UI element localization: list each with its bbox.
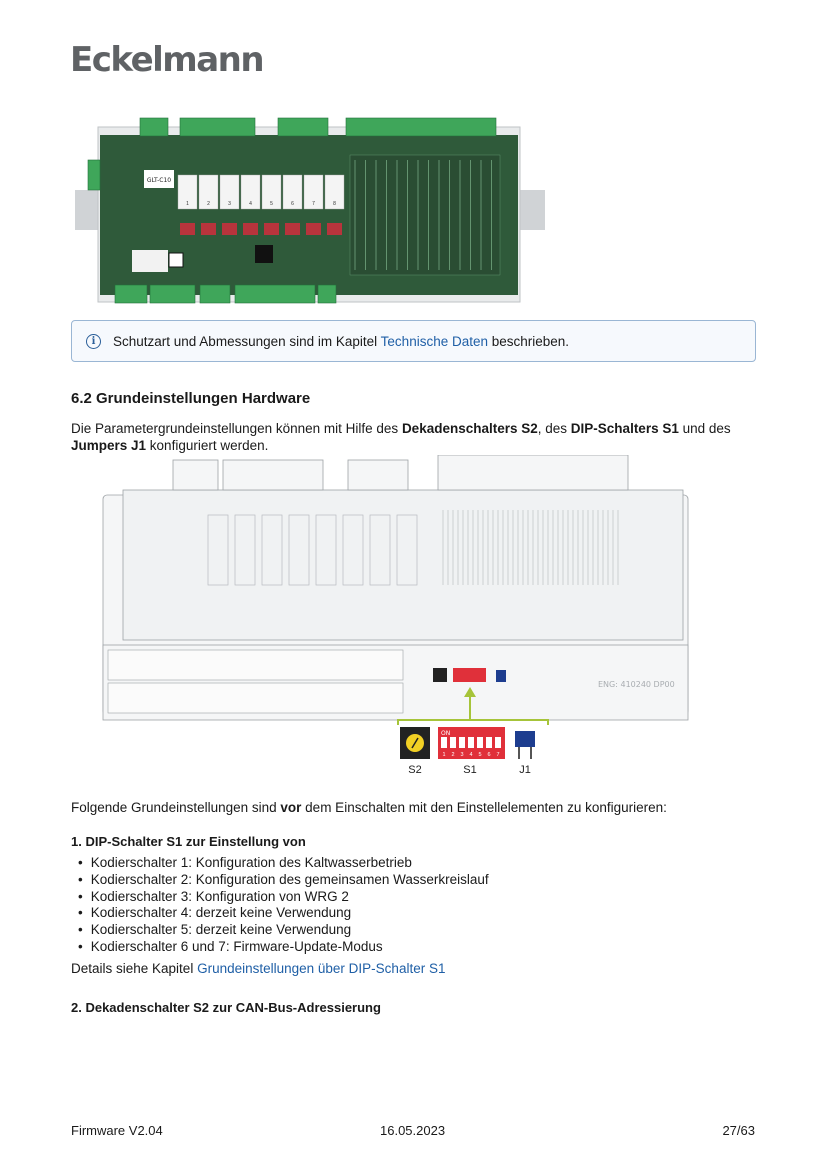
footer-firmware: Firmware V2.04 (71, 1123, 163, 1138)
label-s1: S1 (463, 764, 477, 776)
part-number: ENG: 410240 DP00 (598, 680, 675, 689)
intro-paragraph: Die Parametergrundeinstellungen können mit Hilfe des Dekadenschalters S2, des DIP-Schalters S1 und des Jumpers J1 konfiguriert werden. (71, 421, 731, 453)
relay-number: 3 (228, 201, 231, 207)
section-heading: 6.2 Grundeinstellungen Hardware (71, 390, 311, 407)
list-item: • Kodierschalter 2: Konfiguration des gemeinsamen Wasserkreislauf (78, 872, 489, 889)
dip-number: 2 (451, 752, 455, 758)
info-icon: i (86, 334, 101, 349)
dip-number: 4 (469, 752, 473, 758)
label-j1: J1 (519, 764, 531, 776)
list-item: • Kodierschalter 6 und 7: Firmware-Update-Modus (78, 939, 489, 956)
footer-page: 27/63 (722, 1123, 755, 1138)
info-note (71, 320, 756, 362)
relay-number: 5 (270, 201, 273, 207)
hardware-drawing (98, 455, 693, 780)
list-item: • Kodierschalter 5: derzeit keine Verwendung (78, 922, 489, 939)
dip-number: 3 (460, 752, 464, 758)
eckelmann-logo: Eckelmann (70, 40, 264, 80)
link-dip-settings[interactable]: Grundeinstellungen über DIP-Schalter S1 (197, 961, 446, 976)
relay-number: 4 (249, 201, 252, 207)
list-item: • Kodierschalter 3: Konfiguration von WRG 2 (78, 889, 489, 906)
relay-number: 6 (291, 201, 294, 207)
dip-number: 1 (442, 752, 446, 758)
note-text: Schutzart und Abmessungen sind im Kapitel Technische Daten beschrieben. (113, 333, 570, 349)
relay-number: 1 (186, 201, 189, 207)
relay-number: 8 (333, 201, 336, 207)
label-s2: S2 (408, 764, 422, 776)
list-item: • Kodierschalter 1: Konfiguration des Kaltwasserbetrieb (78, 855, 489, 872)
dip-number: 6 (487, 752, 491, 758)
subheading-dip: 1. DIP-Schalter S1 zur Einstellung von (71, 834, 306, 849)
dip-number: 7 (496, 752, 500, 758)
dip-switch-list (78, 855, 489, 956)
module-label: GLT-C10 (146, 177, 172, 184)
relay-number: 2 (207, 201, 210, 207)
subheading-s2: 2. Dekadenschalter S2 zur CAN-Bus-Adressierung (71, 1000, 381, 1015)
footer-date: 16.05.2023 (380, 1123, 446, 1138)
relay-number: 7 (312, 201, 315, 207)
list-item: • Kodierschalter 4: derzeit keine Verwendung (78, 905, 489, 922)
dip-on-label: ON (441, 730, 451, 737)
pcb-photo (70, 115, 550, 310)
para-before-power: Folgende Grundeinstellungen sind vor dem Einschalten mit den Einstellelementen zu konfigurieren: (71, 800, 667, 815)
details-line: Details siehe Kapitel Grundeinstellungen über DIP-Schalter S1 (71, 961, 446, 976)
link-technische-daten[interactable]: Technische Daten (380, 333, 488, 349)
dip-number: 5 (478, 752, 482, 758)
